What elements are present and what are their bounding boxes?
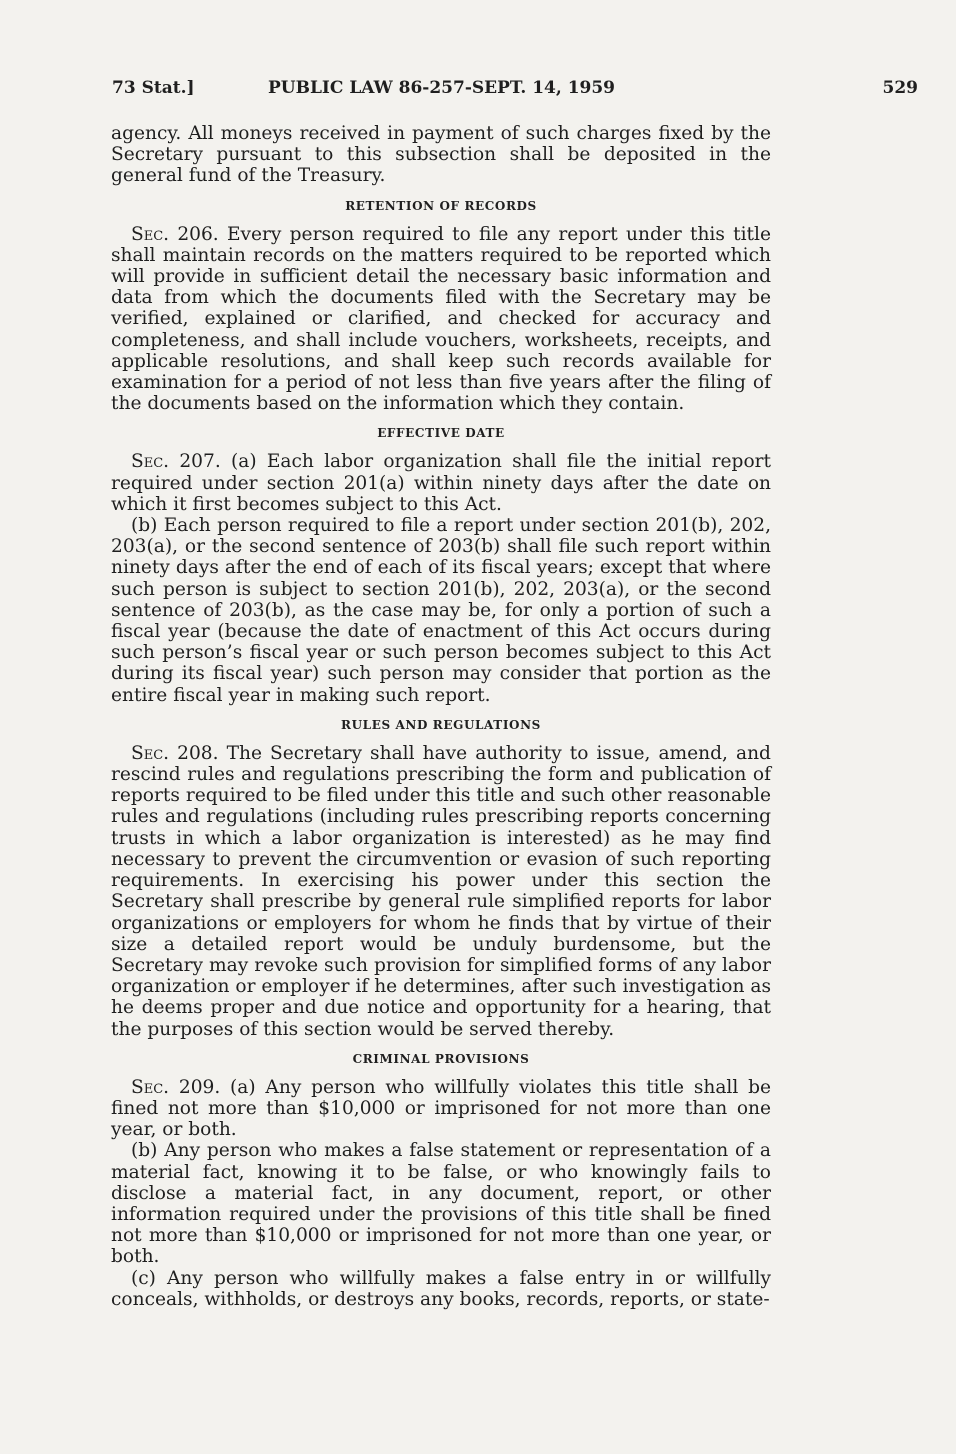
running-header — [112, 78, 918, 104]
statute-reference: 73 Stat.] — [112, 78, 195, 98]
section-label: Sec. 209. — [131, 1076, 221, 1098]
section-209-c: (c) Any person who willfully makes a false entry in or willfully conceals, withholds, or destroys any books, records, reports, or state- — [111, 1267, 771, 1310]
section-text: (a) Each labor organization shall file the initial report required under section 201(a) within ninety days after the date on which it first becomes subject to this Act. — [111, 451, 771, 515]
section-209-b: (b) Any person who makes a false statement or representation of a material fact, knowing it to be false, or who knowingly fails to disclose a material fact, in any document, report, or other information required under the provisions of this title shall be fined not more than $10,000 or imprisoned for not more than one year, or both. — [111, 1140, 771, 1268]
section-206 — [111, 224, 771, 415]
section-207-a — [111, 451, 771, 515]
section-label: Sec. 208. — [131, 742, 219, 764]
heading-effective-date: EFFECTIVE DATE — [377, 426, 505, 441]
heading-criminal-provisions: CRIMINAL PROVISIONS — [352, 1051, 530, 1066]
law-title: PUBLIC LAW 86-257-SEPT. 14, 1959 — [268, 78, 616, 98]
section-208 — [111, 743, 771, 1040]
section-label: Sec. 206. — [131, 223, 219, 245]
section-209-a — [111, 1077, 771, 1141]
heading-rules-and-regulations: RULES AND REGULATIONS — [341, 717, 541, 732]
section-text: Every person required to file any report under this title shall maintain records on the matters required to be reported which will provide in sufficient detail the necessary basic information and data from which the documents filed with the Secretary may be verified, explained or clarified, and checked for accuracy and completeness, and shall include vouchers, worksheets, receipts, and applicable resolutions, and shall keep such records available for examination for a period of not less than five years after the filing of the documents based on the information which they contain. — [111, 223, 771, 415]
section-text: (a) Any person who willfully violates this title shall be fined not more than $10,000 or imprisoned for not more than one year, or both. — [111, 1076, 771, 1141]
section-text: The Secretary shall have authority to issue, amend, and rescind rules and regulations prescribing the form and publication of reports required to be filed under this title and such other reasonable rules and regulations (including rules prescribing reports concerning trusts in which a labor organization is interested) as he may find necessary to prevent the circumvention or evasion of such reporting requirements. In exercising his power under this section the Secretary shall prescribe by general rule simplified reports for labor organizations or employers for whom he finds that by virtue of their size a detailed report would be unduly burdensome, but the Secretary may revoke such provision for simplified forms of any labor organization or employer if he determines, after such investigation as he deems proper and due notice and opportunity for a hearing, that the purposes of this section would be served thereby. — [111, 742, 771, 1040]
heading-retention-of-records: RETENTION OF RECORDS — [345, 198, 537, 213]
continuation-paragraph: agency. All moneys received in payment of such charges fixed by the Secretary pursuant to this subsection shall be deposited in the general fund of the Treasury. — [111, 123, 771, 187]
section-207-b: (b) Each person required to file a report under section 201(b), 202, 203(a), or the second sentence of 203(b) shall file such report within ninety days after the end of each of its fiscal years; except that where such person is subject to section 201(b), 202, 203(a), or the second sentence of 203(b), as the case may be, for only a portion of such a fiscal year (because the date of enactment of this Act occurs during such person’s fiscal year or such person becomes subject to this Act during its fiscal year) such person may consider that portion as the entire fiscal year in making such report. — [111, 515, 771, 706]
document-body — [111, 123, 771, 1310]
page-number: 529 — [882, 78, 918, 98]
section-label: Sec. 207. — [131, 451, 221, 473]
